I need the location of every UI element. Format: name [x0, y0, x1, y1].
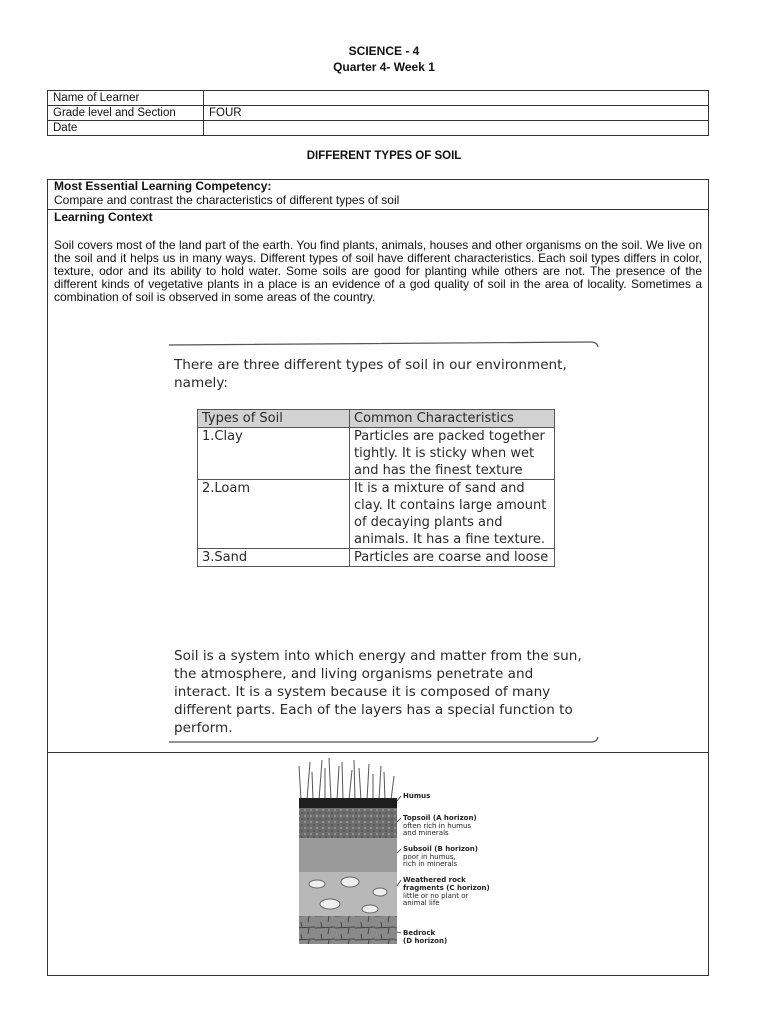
- lesson-box: [47, 179, 709, 976]
- name-field[interactable]: [204, 91, 709, 106]
- weathered-rock-sub: fragments (C horizon): [403, 884, 490, 892]
- context-heading: Learning Context: [54, 210, 153, 224]
- topsoil-sub: often rich in humus: [403, 822, 472, 830]
- table-row: [48, 91, 709, 106]
- soil-types-table: [197, 409, 555, 567]
- column-header-characteristics: Common Characteristics: [350, 410, 555, 428]
- document-subject: SCIENCE - 4: [348, 44, 420, 58]
- humus-layer: [299, 798, 397, 808]
- subsoil-label: Subsoil (B horizon): [403, 845, 478, 853]
- bedrock-layer: [299, 916, 397, 944]
- weathered-rock-layer: [299, 872, 397, 916]
- weathered-rock-label: Weathered rock: [403, 876, 466, 884]
- subsoil-layer: [299, 838, 397, 872]
- scanned-textbook-excerpt: [170, 342, 598, 742]
- topsoil-layer: [299, 808, 397, 838]
- table-row: [198, 428, 555, 480]
- table-row: [198, 549, 555, 567]
- soil-characteristics-cell: Particles are packed together tightly. It is sticky when wet and has the finest texture: [350, 428, 555, 480]
- soil-type-cell: 1.Clay: [198, 428, 350, 480]
- table-header-row: [198, 410, 555, 428]
- soil-characteristics-cell: Particles are coarse and loose: [350, 549, 555, 567]
- soil-characteristics-cell: It is a mixture of sand and clay. It contains large amount of decaying plants and animals. It has a fine texture.: [350, 480, 555, 549]
- subsoil-sub: poor in humus,: [403, 853, 456, 861]
- weathered-rock-sub: animal life: [403, 899, 440, 907]
- bedrock-sub: (D horizon): [403, 937, 448, 945]
- topsoil-label: Topsoil (A horizon): [403, 814, 477, 822]
- grade-section-label: Grade level and Section: [48, 106, 204, 121]
- label-leader-lines: [397, 796, 401, 933]
- competency-text: Compare and contrast the characteristics of different types of soil: [54, 193, 400, 207]
- column-header-type: Types of Soil: [198, 410, 350, 428]
- name-label: Name of Learner: [48, 91, 204, 106]
- weathered-rock-sub: little or no plant or: [403, 892, 469, 900]
- divider: [48, 752, 708, 753]
- grass-layer: [299, 758, 394, 800]
- subsoil-sub: rich in minerals: [403, 860, 458, 868]
- learner-info-table: [47, 90, 709, 136]
- table-row: [198, 480, 555, 549]
- soil-type-cell: 2.Loam: [198, 480, 350, 549]
- scan-outro-text: Soil is a system into which energy and matter from the sun, the atmosphere, and living organisms penetrate and interact. It is a system because it is composed of many different parts. Each of the layers has a special function to perform.: [174, 648, 582, 736]
- bedrock-label: Bedrock: [403, 929, 436, 937]
- table-row: [48, 106, 709, 121]
- scan-intro-text: There are three different types of soil in our environment, namely:: [174, 357, 567, 391]
- context-paragraph: Soil covers most of the land part of the earth. You find plants, animals, houses and other organisms on the soil. We live on the soil and it helps us in many ways. Different types of soil have different characteristics. Each soil types differs in color, texture, odor and its ability to hold water. Some soils are good for planting while others are not. The presence of the different kinds of vegetative plants in a place is an evidence of a god quality of soil in the area of locality. Sometimes a combination of soil is observed in some areas of the country.: [54, 238, 702, 304]
- page-title: DIFFERENT TYPES OF SOIL: [306, 150, 462, 162]
- date-label: Date: [48, 121, 204, 136]
- document-period: Quarter 4- Week 1: [333, 60, 435, 74]
- humus-label: Humus: [403, 792, 431, 800]
- soil-profile-diagram: [255, 754, 515, 964]
- table-row: [48, 121, 709, 136]
- competency-heading: Most Essential Learning Competency:: [54, 179, 272, 193]
- grade-section-field[interactable]: FOUR: [204, 106, 709, 121]
- soil-type-cell: 3.Sand: [198, 549, 350, 567]
- date-field[interactable]: [204, 121, 709, 136]
- topsoil-sub: and minerals: [403, 829, 449, 837]
